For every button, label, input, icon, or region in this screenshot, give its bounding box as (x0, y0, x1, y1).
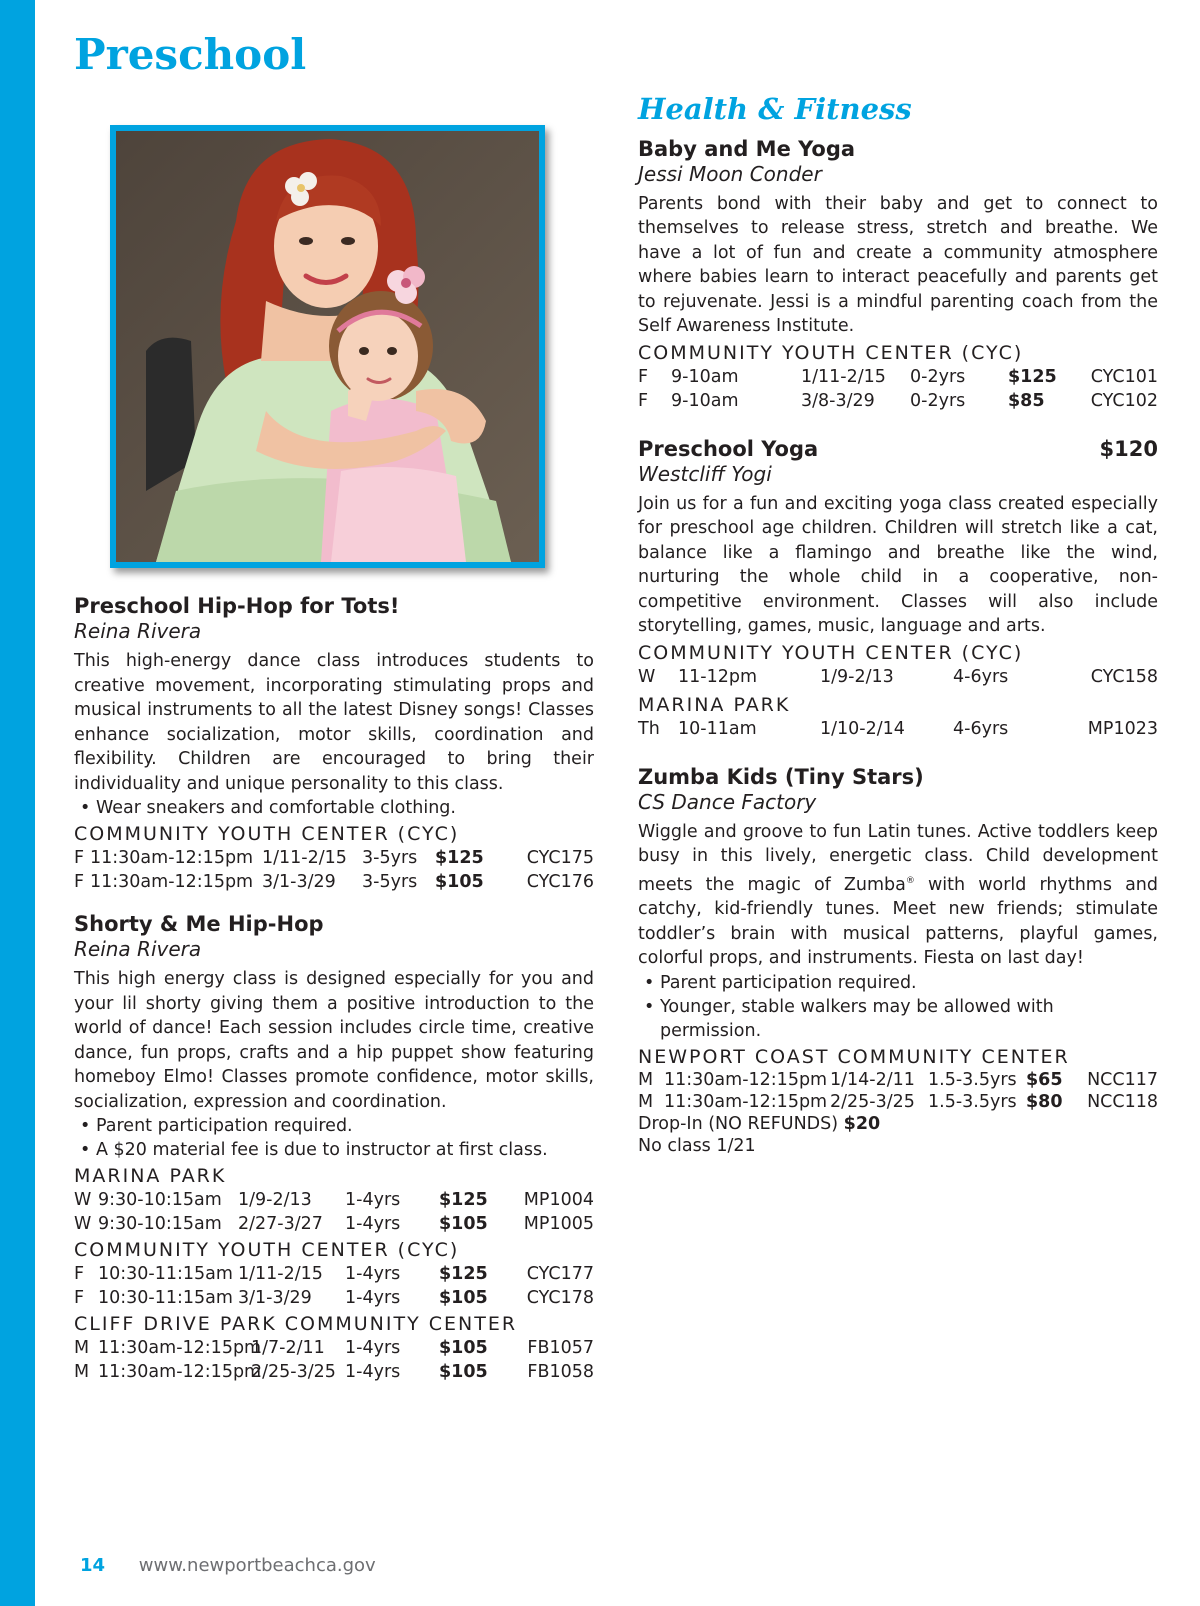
dates: 1/9-2/13 (238, 1190, 312, 1210)
day: F (74, 1264, 85, 1284)
dates: 1/10-2/14 (820, 718, 905, 739)
time: 11-12pm (678, 666, 758, 687)
dates: 1/14-2/11 (830, 1069, 915, 1090)
schedule-row (74, 1262, 594, 1286)
course-note: • A $20 material fee is due to instructor at first class. (74, 1138, 594, 1162)
course-title: Preschool Hip-Hop for Tots! (74, 594, 400, 618)
price: $125 (1008, 366, 1057, 387)
drop-in-price: $20 (843, 1113, 881, 1134)
day: M (74, 1362, 90, 1382)
course-baby-and-me-yoga (638, 137, 1158, 413)
location-name: MARINA PARK (638, 693, 791, 716)
time: 9:30-10:15am (98, 1214, 222, 1234)
dates: 1/11-2/15 (801, 366, 886, 387)
page-title: Preschool (74, 30, 307, 79)
course-code: NCC118 (1087, 1091, 1158, 1112)
course-note: • Parent participation required. (74, 1114, 594, 1138)
course-description: This high-energy dance class introduces students to creative movement, incorporating stimulating props and musical instruments to all the latest Disney songs! Classes enhance socialization, motor skills, coordination and flexibility. Children are encouraged to bring their individuality and unique personality to this class. (74, 651, 594, 794)
featured-photo (110, 125, 545, 568)
time: 11:30am-12:15pm (664, 1091, 828, 1112)
day: F (74, 848, 85, 868)
ages: 1.5-3.5yrs (928, 1091, 1017, 1112)
course-notes (74, 1114, 594, 1162)
course-code: CYC101 (1090, 366, 1158, 387)
schedule-row (74, 870, 594, 894)
ages: 4-6yrs (953, 666, 1009, 687)
day: W (74, 1214, 92, 1234)
price: $125 (439, 1190, 488, 1210)
course-code: MP1005 (523, 1214, 594, 1234)
course-note: • Younger, stable walkers may be allowed with permission. (638, 995, 1158, 1043)
time: 9:30-10:15am (98, 1190, 222, 1210)
course-code: CYC176 (526, 872, 594, 892)
dates: 2/25-3/25 (830, 1091, 915, 1112)
category-heading: Health & Fitness (638, 92, 912, 126)
schedule-row (638, 1069, 1158, 1091)
right-column (638, 92, 1158, 1175)
time: 11:30am-12:15pm (90, 872, 254, 892)
time: 10:30-11:15am (98, 1288, 233, 1308)
day: Th (638, 718, 660, 739)
course-code: MP1004 (523, 1190, 594, 1210)
dates: 2/25-3/25 (251, 1362, 336, 1382)
description-part: with world rhythms and catchy, kid-friendly tunes. Meet new friends; stimulate toddler’s brain with musical patterns, playful games, colorful props, and instruments. Fiesta on last day! (638, 874, 1158, 969)
ages: 1-4yrs (345, 1214, 401, 1234)
left-column (74, 594, 594, 1402)
schedule-row (74, 1188, 594, 1212)
price: $105 (439, 1214, 488, 1234)
day: F (74, 1288, 85, 1308)
ages: 1-4yrs (345, 1190, 401, 1210)
schedule-row (638, 665, 1158, 689)
course-title: Baby and Me Yoga (638, 136, 856, 161)
dates: 3/1-3/29 (262, 872, 336, 892)
course-description: Parents bond with their baby and get to connect to themselves to release stress, stretch and breathe. We have a lot of fun and create a community atmosphere where babies learn to interact peacefully and parents get to rejuvenate. Jessi is a mindful parenting coach from the Self Awareness Institute. (638, 193, 1158, 337)
course-price: $120 (1099, 436, 1158, 461)
ages: 3-5yrs (362, 872, 418, 892)
dates: 3/8-3/29 (801, 390, 875, 411)
dates: 1/11-2/15 (262, 848, 347, 868)
course-preschool-hip-hop (74, 594, 594, 894)
course-code: CYC102 (1090, 390, 1158, 411)
ages: 1-4yrs (345, 1264, 401, 1284)
time: 11:30am-12:15pm (90, 848, 254, 868)
dates: 1/11-2/15 (238, 1264, 323, 1284)
price: $105 (439, 1362, 488, 1382)
course-description (638, 820, 1158, 971)
course-title: Preschool Yoga (638, 436, 819, 461)
page-footer (80, 1555, 376, 1577)
course-code: NCC117 (1087, 1069, 1158, 1090)
drop-in-label: Drop-In (NO REFUNDS) (638, 1113, 839, 1134)
course-code: CYC177 (526, 1264, 594, 1284)
location-name: COMMUNITY YOUTH CENTER (CYC) (638, 641, 1024, 664)
day: W (638, 666, 656, 687)
course-code: FB1057 (527, 1338, 594, 1358)
price: $105 (435, 872, 484, 892)
ages: 4-6yrs (953, 718, 1009, 739)
course-instructor: Jessi Moon Conder (638, 161, 822, 186)
ages: 3-5yrs (362, 848, 418, 868)
left-accent-bar (0, 0, 35, 1606)
price: $105 (439, 1338, 488, 1358)
schedule-row (74, 1286, 594, 1310)
course-code: CYC158 (1090, 666, 1158, 687)
ages: 0-2yrs (910, 390, 966, 411)
description-part: Wiggle and groove to fun Latin tunes. Active toddlers keep busy in this lively, energetic class. Child development meets the magic of Zumba (638, 821, 1158, 895)
course-preschool-yoga (638, 437, 1158, 741)
course-instructor: CS Dance Factory (638, 789, 817, 814)
price: $85 (1008, 390, 1045, 411)
time: 10-11am (678, 718, 757, 739)
dates: 1/7-2/11 (251, 1338, 325, 1358)
time: 9-10am (671, 366, 739, 387)
course-description: This high energy class is designed especially for you and your lil shorty giving them a positive introduction to the world of dance! Each session includes circle time, creative dance, fun props, crafts and a hip puppet show featuring homeboy Elmo! Classes promote confidence, motor skills, socialization, expression and coordination. (74, 969, 594, 1112)
course-note: • Wear sneakers and comfortable clothing. (74, 796, 594, 820)
location-name: MARINA PARK (74, 1165, 227, 1187)
day: F (638, 366, 649, 387)
day: M (638, 1091, 654, 1112)
no-class-note: No class 1/21 (638, 1135, 756, 1156)
course-description: Join us for a fun and exciting yoga class created especially for preschool age children. Children will stretch like a cat, balance like a flamingo and breathe like the wind, nurturing the whole child in a cooperative, non-competitive environment. Classes will also include storytelling, games, music, language and arts. (638, 493, 1158, 637)
ages: 1-4yrs (345, 1362, 401, 1382)
day: W (74, 1190, 92, 1210)
registered-mark: ® (905, 875, 915, 886)
price: $125 (435, 848, 484, 868)
ages: 1-4yrs (345, 1288, 401, 1308)
location-name: COMMUNITY YOUTH CENTER (CYC) (638, 341, 1024, 364)
course-title-row (638, 437, 1158, 462)
day: M (638, 1069, 654, 1090)
time: 9-10am (671, 390, 739, 411)
course-shorty-and-me (74, 912, 594, 1384)
price: $80 (1026, 1091, 1063, 1112)
dates: 1/9-2/13 (820, 666, 894, 687)
course-instructor: Reina Rivera (74, 619, 202, 643)
location-name: COMMUNITY YOUTH CENTER (CYC) (74, 823, 460, 845)
course-code: CYC178 (526, 1288, 594, 1308)
ages: 1-4yrs (345, 1338, 401, 1358)
location-name: CLIFF DRIVE PARK COMMUNITY CENTER (74, 1313, 518, 1335)
drop-in-line (638, 1113, 1158, 1135)
schedule-row (638, 717, 1158, 741)
dates: 3/1-3/29 (238, 1288, 312, 1308)
course-title: Zumba Kids (Tiny Stars) (638, 764, 924, 789)
princess-and-girl-illustration (116, 131, 539, 562)
schedule-row (74, 1336, 594, 1360)
ages: 1.5-3.5yrs (928, 1069, 1017, 1090)
course-title: Shorty & Me Hip-Hop (74, 912, 324, 936)
location-name: COMMUNITY YOUTH CENTER (CYC) (74, 1239, 460, 1261)
time: 11:30am-12:15pm (98, 1338, 262, 1358)
price: $65 (1026, 1069, 1063, 1090)
schedule-row (638, 389, 1158, 413)
time: 10:30-11:15am (98, 1264, 233, 1284)
course-note: • Parent participation required. (638, 971, 1158, 995)
ages: 0-2yrs (910, 366, 966, 387)
schedule-row (638, 365, 1158, 389)
schedule-row (74, 1360, 594, 1384)
page-number: 14 (80, 1555, 106, 1576)
course-zumba-kids (638, 765, 1158, 1157)
course-code: MP1023 (1087, 718, 1158, 739)
time: 11:30am-12:15pm (98, 1362, 262, 1382)
schedule-row (74, 846, 594, 870)
price: $105 (439, 1288, 488, 1308)
schedule-row (638, 1091, 1158, 1113)
course-instructor: Reina Rivera (74, 937, 202, 961)
website-link[interactable]: www.newportbeachca.gov (138, 1555, 376, 1576)
day: F (638, 390, 649, 411)
course-notes (74, 796, 594, 820)
price: $125 (439, 1264, 488, 1284)
course-code: FB1058 (527, 1362, 594, 1382)
location-name: NEWPORT COAST COMMUNITY CENTER (638, 1045, 1070, 1068)
day: F (74, 872, 85, 892)
time: 11:30am-12:15pm (664, 1069, 828, 1090)
course-code: CYC175 (526, 848, 594, 868)
dates: 2/27-3/27 (238, 1214, 323, 1234)
schedule-row (74, 1212, 594, 1236)
course-notes (638, 971, 1158, 1043)
course-instructor: Westcliff Yogi (638, 461, 772, 486)
day: M (74, 1338, 90, 1358)
